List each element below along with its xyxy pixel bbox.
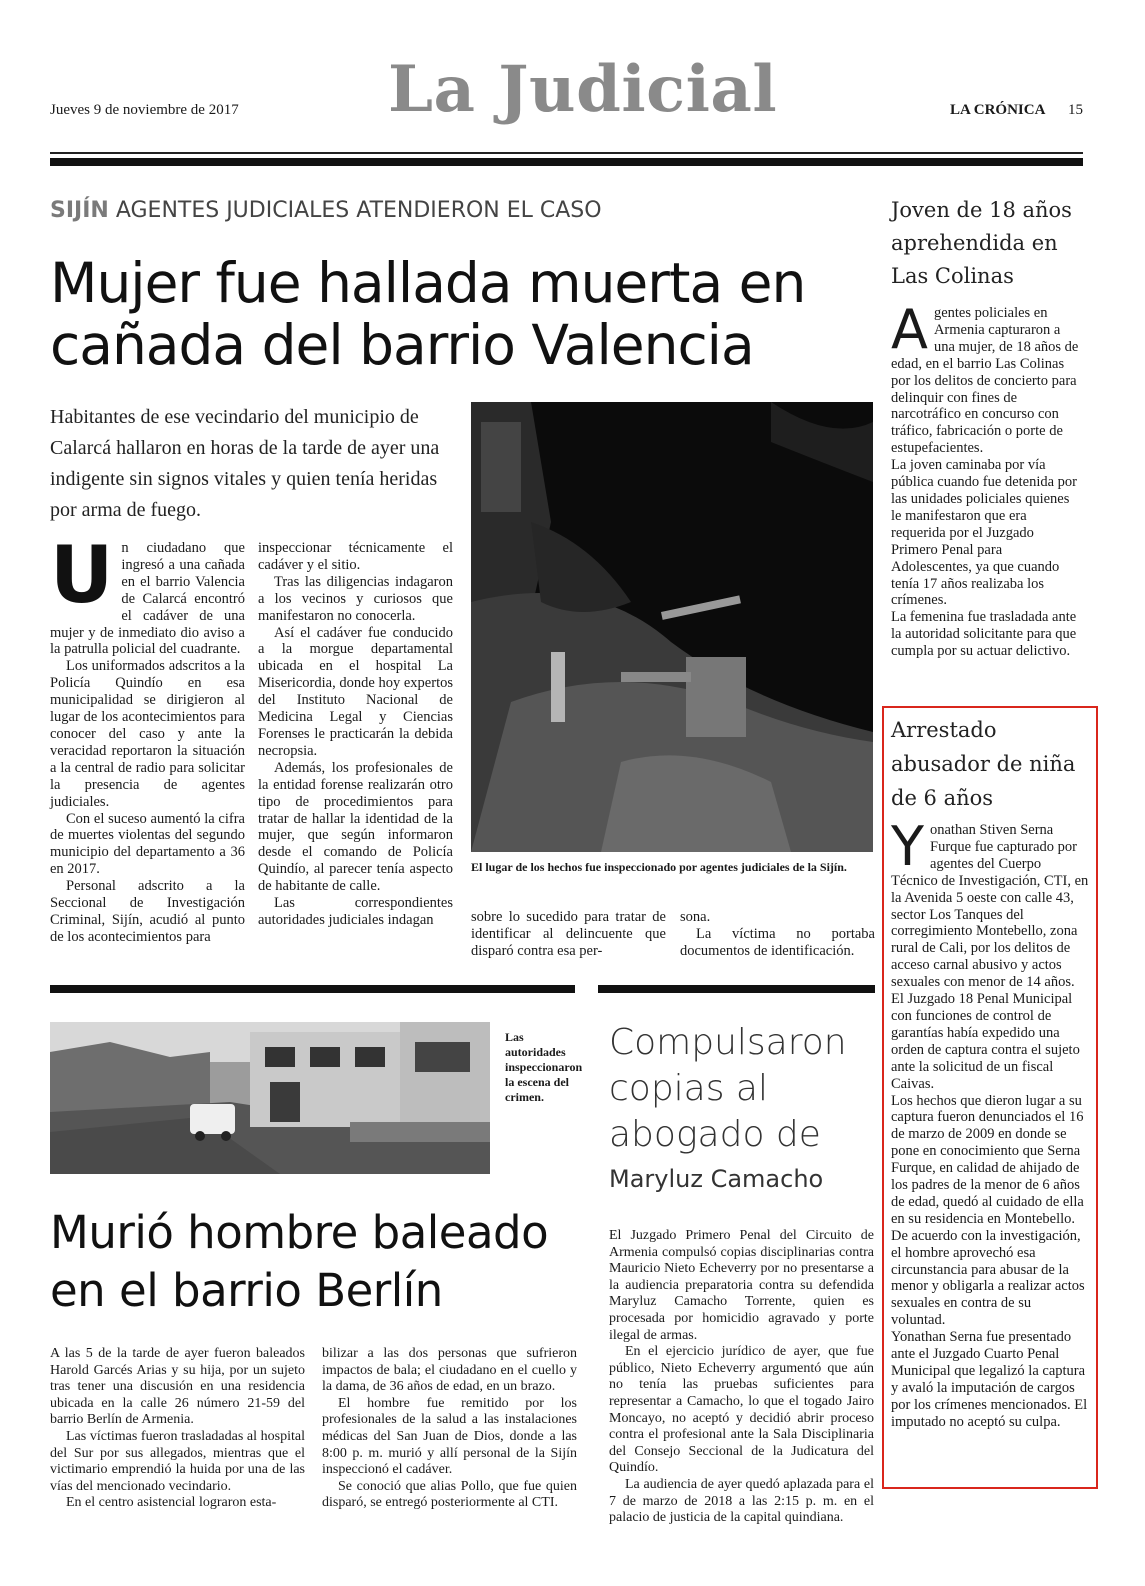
compulsaron-column [609,1228,874,1527]
sidebar1-paragraph [891,298,1081,457]
main-paragraph: Con el suceso aumentó la cifra de muertes violentas del segundo municipio del departamento a 36 en 2017. [50,810,245,878]
main-paragraph: inspeccionar técnicamente el cadáver y el sitio. [258,540,453,573]
header-rule-thin [50,152,1083,154]
section-title: La Judicial [388,52,778,127]
main-column-3 [471,909,666,960]
street-photo-caption: Las autoridades inspeccionaron la escena del crimen. [505,1030,583,1104]
main-paragraph: Los uniformados adscritos a la Policía Quindío en esa municipalidad se dirigieron al lugar de los acontecimientos para conocer del caso y ante la veracidad reportaron la situación a la central de radio para solicitar la presencia de agentes judiciales. [50,658,245,810]
main-headline: Mujer fue hallada muerta en cañada del barrio Valencia [50,251,806,377]
sidebar1-paragraph: La femenina fue trasladada ante la autoridad solicitante para que cumpla por su actuar delictivo. [891,609,1077,660]
newspaper-name: LA CRÓNICA [950,102,1046,118]
main-paragraph: Además, los profesionales de la entidad forense realizarán otro tipo de procedimientos para tratar de hallar la identidad de la mujer, que según informaron desde el comando de Policía Quindío, al parecer tenía aspecto de habitante de calle. [258,759,453,895]
sidebar2-body [891,815,1089,1431]
berlin-paragraph: El hombre fue remitido por los profesionales de la salud a las instalaciones médicas del San Juan de Dios, donde a las 8:00 p. m. murió y allí personal de la Sijín inspeccionó el cadáver. [322,1395,577,1478]
sidebar1-dropcap: A [891,298,928,361]
main-column-1 [50,531,245,946]
main-paragraph: sobre lo sucedido para tratar de identificar al delincuente que disparó contra esa per- [471,909,666,959]
berlin-column-1 [50,1346,305,1512]
sidebar2-headline: Arrestado abusador de niña de 6 años [891,718,1076,810]
sidebar2-paragraph: Los hechos que dieron lugar a su captura fueron denunciados el 16 de marzo de 2009 en donde se pone en conocimiento que Serna Furque, en calidad de ahijado de los padres de la menor de 6 años de edad, quedó al cuidado de ella en su residencia en Montebello. De acuerdo con la investigación, el hombre aprovechó esa circunstancia para abusar de la menor y obligarla a realizar actos sexuales en contra de su voluntad. [891,1092,1085,1329]
kicker-tag: SIJÍN [50,198,109,223]
sidebar1-paragraph-text: gentes policiales en Armenia capturaron a una mujer, de 18 años de edad, en el barrio Las Colinas por los delitos de concierto para delinquir con fines de narcotráfico en concurso con tráfico, fabricación o porte de estupefacientes. [891,305,1079,457]
section-separator [598,985,875,993]
main-photo-caption: El lugar de los hechos fue inspeccionado por agentes judiciales de la Sijín. [471,860,847,874]
sidebar2-paragraph: Yonathan Serna fue presentado ante el Juzgado Cuarto Penal Municipal que legalizó la captura y avaló la imputación de cargos por los crímenes mencionados. El imputado no aceptó su culpa. [891,1329,1088,1430]
sidebar2-paragraph: El Juzgado 18 Penal Municipal con funciones de control de garantías había expedido una orden de captura contra el sujeto ante la solicitud de un fiscal Caivas. [891,991,1080,1092]
compulsaron-paragraph: La audiencia de ayer quedó aplazada para el 7 de marzo de 2018 a las 2:15 p. m. en el palacio de justicia de la capital quindiana. [609,1476,874,1526]
berlin-paragraph: bilizar a las dos personas que sufrieron impactos de bala; el ciudadano en el cuello y la dama, de 36 años de edad, en un brazo. [322,1346,577,1395]
compulsaron-paragraph: En el ejercicio jurídico de ayer, que fue público, Nieto Echeverry argumentó que aún no tenía las pruebas suficientes para representar a Camacho, lo que el togado Jairo Moncayo, no aceptó y decidió abrir proceso contra el profesional ante la Sala Disciplinaria del Consejo Seccional de la Judicatura del Quindío. [609,1344,874,1476]
berlin-headline: Murió hombre baleado en el barrio Berlín [50,1206,549,1317]
compulsaron-paragraph: El Juzgado Primero Penal del Circuito de Armenia compulsó copias disciplinarias contra Mauricio Nieto Echeverry por no presentarse a la audiencia preparatoria contra su defendida Maryluz Camacho Torrente, quien es procesada por homicidio agravado y porte ilegal de armas. [609,1228,874,1343]
main-paragraph: Las correspondientes autoridades judiciales indagan [258,895,453,928]
night-scene-photo [471,402,873,852]
main-kicker [50,198,602,223]
main-paragraph: sona. [680,909,711,925]
berlin-paragraph: Las víctimas fueron trasladadas al hospital del Sur por sus allegados, mientras que el victimario emprendió la huida por una de las vías del mencionado vecindario. [50,1428,305,1494]
berlin-paragraph: A las 5 de la tarde de ayer fueron baleados Harold Garcés Arias y su hija, por un sujeto tras tener una discusión en una residencia ubicada en la calle 26 número 21-59 del barrio Berlín de Armenia. [50,1346,305,1428]
sidebar1-paragraph: La joven caminaba por vía pública cuando fue detenida por las unidades policiales quienes le manifestaron que era requerida por el Juzgado Primero Penal para Adolescentes, ya que cuando tenía 17 años realizaba los crímenes. [891,457,1078,609]
sidebar2-paragraph [891,815,1089,991]
header-rule-thick [50,158,1083,166]
issue-date: Jueves 9 de noviembre de 2017 [50,102,239,118]
main-column-4 [680,909,875,960]
main-deck: Habitantes de ese vecindario del municipio de Calarcá hallaron en horas de la tarde de ayer una indigente sin signos vitales y quien tenía heridas por arma de fuego. [50,406,440,521]
compulsaron-headline: Compulsaron copias al abogado de [609,1022,847,1155]
main-paragraph: Tras las diligencias indagaron a los vecinos y curiosos que manifestaron no conocerla. [258,573,453,624]
page-number: 15 [1068,102,1083,118]
main-paragraph: Así el cadáver fue conducido a la morgue departamental ubicada en el hospital La Misericordia, donde hoy expertos del Instituto Nacional de Medicina Legal y Ciencias Forenses le practicarán la debida necropsia. [258,624,453,759]
main-dropcap: U [50,531,114,621]
section-separator [50,985,575,993]
sidebar1-headline: Joven de 18 años aprehendida en Las Colinas [891,198,1072,288]
main-paragraph-text: n ciudadano que ingresó a una cañada en el barrio Valencia de Calarcá encontró el cadáver de una mujer y de inmediato dio aviso a la patrulla policial del cuadrante. [50,540,245,658]
sidebar2-paragraph-text: onathan Stiven Serna Furque fue capturado por agentes del Cuerpo Técnico de Investigación, CTI, en la Avenida 5 oeste con calle 43, sector Los Tanques del corregimiento Montebello, zona rural de Cali, por los delitos de acceso carnal abusivo y actos sexuales con menor de 14 años. [891,822,1089,991]
main-paragraph: La víctima no portaba documentos de identificación. [680,925,875,959]
berlin-paragraph: Se conoció que alias Pollo, que fue quien disparó, se entregó posteriormente al CTI. [322,1478,577,1511]
sidebar2-dropcap: Y [891,815,924,878]
sidebar1-body [891,298,1081,660]
berlin-paragraph: En el centro asistencial lograron esta- [66,1495,277,1511]
street-scene-photo [50,1022,490,1174]
main-paragraph [50,531,245,658]
compulsaron-headline-sub: Maryluz Camacho [609,1165,824,1193]
kicker-text: AGENTES JUDICIALES ATENDIERON EL CASO [115,198,602,223]
main-paragraph: Personal adscrito a la Seccional de Investigación Criminal, Sijín, acudió al punto de los acontecimientos para [50,878,245,945]
berlin-column-2 [322,1346,577,1512]
main-column-2 [258,540,453,929]
